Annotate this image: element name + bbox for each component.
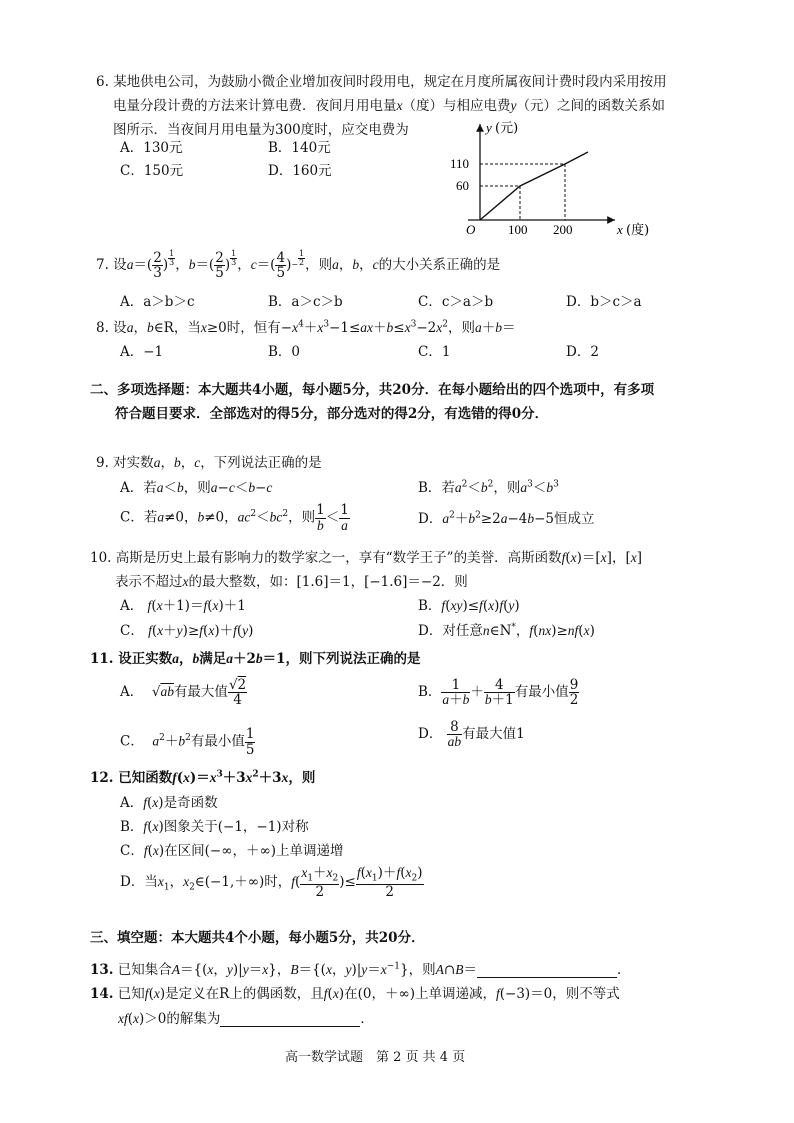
graph-y-tick-110: 110 [450, 156, 470, 171]
q10-option-d: D．对任意n∈N*，f(nx)≥nf(x) [418, 622, 595, 639]
q14-answer-blank[interactable] [220, 1026, 360, 1027]
q8-option-c: C．1 [418, 344, 451, 360]
q11-stem: 11. 设正实数a，b满足a＋2b＝1，则下列说法正确的是 [90, 651, 421, 667]
q14-line1: 14. 已知f(x)是定义在R上的偶函数，且f(x)在(0，＋∞)上单调递减，f(−3)＝0，则不等式 [90, 986, 620, 1002]
q11-option-a: A． √ab有最大值 $\frac{√2}{4}$ [120, 676, 247, 708]
q10-option-a: A． f(x＋1)＝f(x)＋1 [120, 598, 246, 614]
q12-stem: 12. 已知函数$f(x)=x^3+3x^2+3x$，则 [90, 769, 316, 786]
q6-option-a: A．130元 [120, 140, 183, 156]
q11-option-d: D． $\frac{8}{ab}$ 有最大值1 [418, 718, 525, 749]
q11-option-b: B． $\frac{1}{a+b}$ ＋ $\frac{4}{b+1}$ 有最小值 $\frac{9}{2}$ [418, 676, 579, 708]
q9-stem: 9. 对实数a，b，c，下列说法正确的是 [96, 455, 322, 471]
q7-option-c: C．c＞a＞b [418, 294, 494, 310]
graph-x-tick-100: 100 [508, 222, 528, 237]
q13-stem: 13. 已知集合A＝{(x，y)|y＝x}，B＝{(x，$y)|y=x^{-1}$}，则A∩B＝ ． [90, 961, 631, 978]
q6-line2: 电量分段计费的方法来计算电费．夜间月用电量x（度）与相应电费y（元）之间的函数关系如 [113, 98, 665, 114]
q8-option-d: D．2 [566, 344, 599, 360]
svg-text:(度): (度) [626, 223, 650, 238]
svg-text:(元): (元) [495, 121, 519, 136]
q7-option-d: D．b＞c＞a [566, 294, 642, 310]
q8-option-a: A．−1 [120, 344, 164, 360]
q7-option-a: A．a＞b＞c [120, 294, 195, 310]
q9-option-c: C．若a≠0，b≠0，$ac^2<bc^2$，则 $\frac{1}{b}$ ＜ $\frac{1}{a}$ [120, 502, 349, 533]
graph-y-label: y [486, 120, 492, 135]
q12-option-c: C．f(x)在区间(−∞，＋∞)上单调递增 [120, 843, 344, 859]
q12-option-d: D．当$x_1$，$x_2\in(-1,+\infty)$时，f( $\frac{x_1+x_2}{2}$ )≤ $\frac{f(x_1)+f(x_2)}{2}$ [120, 864, 423, 900]
q13-answer-blank[interactable] [477, 977, 617, 978]
q12-option-a: A．f(x)是奇函数 [120, 795, 218, 811]
q10-line1: 10. 高斯是历史上最有影响力的数学家之一，享有“数学王子”的美誉．高斯函数f(x)＝[x]，[x] [90, 550, 642, 566]
section3-heading: 三、填空题：本大题共4个小题，每小题5分，共20分． [90, 930, 425, 946]
q7-option-b: B．a＞c＞b [268, 294, 343, 310]
q6-option-c: C．150元 [120, 163, 184, 179]
section2-heading-line2: 符合题目要求．全部选对的得5分，部分选对的得2分，有选错的得0分． [115, 406, 549, 422]
graph-x-label: x [617, 222, 623, 237]
page-footer: 高一数学试题 第 2 页 共 4 页 [285, 1050, 466, 1065]
q6-option-b: B．140元 [268, 140, 331, 156]
q11-option-c: C． $a^2+b^2$有最小值 $\frac{1}{5}$ [120, 726, 255, 758]
section2-heading: 二、多项选择题：本大题共4小题，每小题5分，共20分．在每小题给出的四个选项中，有多项 [90, 382, 655, 398]
q10-option-c: C． f(x＋y)≥f(x)＋f(y) [120, 623, 254, 639]
q6-option-d: D．160元 [268, 163, 332, 179]
q10-line2: 表示不超过x的最大整数，如：[1.6]＝1，[−1.6]＝−2．则 [115, 574, 468, 590]
graph-origin: O [466, 222, 476, 237]
q9-option-d: D．$a^2+b^2\ge 2a-4b-5$恒成立 [418, 510, 595, 527]
q14-line2: xf(x)＞0的解集为 ． [118, 1011, 374, 1027]
q9-option-b: B．若$a^2<b^2$，则$a^3<b^3$ [418, 479, 559, 496]
q6-number: 6. [96, 74, 109, 90]
q6-line1: 6. 某地供电公司，为鼓励小微企业增加夜间时段用电，规定在月度所属夜间计费时段内采用按用 [96, 74, 667, 90]
graph-x-tick-200: 200 [553, 222, 573, 237]
q7-stem: 7. 设a＝( $\frac{2}{3}$ ) $^{\frac{1}{3}}$ ，b＝( $\frac{2}{5}$ ) $^{\frac{1}{3}}$ ，c＝( $\frac{4}{5}$ )− $^{\frac{1}{2}}$ ，则a，b，c的大小关系正确的是 [96, 249, 501, 281]
q10-option-b: B．f(xy)≤f(x)f(y) [418, 598, 520, 614]
q6-line3: 图所示．当夜间月用电量为300度时，应交电费为 [113, 122, 409, 138]
q8-option-b: B．0 [268, 344, 301, 360]
graph-y-tick-60: 60 [456, 178, 469, 193]
q9-option-a: A．若a＜b，则a−c＜b−c [120, 480, 273, 496]
q12-option-b: B．f(x)图象关于(−1，−1)对称 [120, 819, 309, 835]
q6-graph [440, 112, 670, 242]
q8-stem: 8. 设a，b∈R，当x≥0时，恒有$-x^4+x^3-1\le ax+b\le x^3-2x^2$，则a＋b＝ [96, 319, 516, 336]
